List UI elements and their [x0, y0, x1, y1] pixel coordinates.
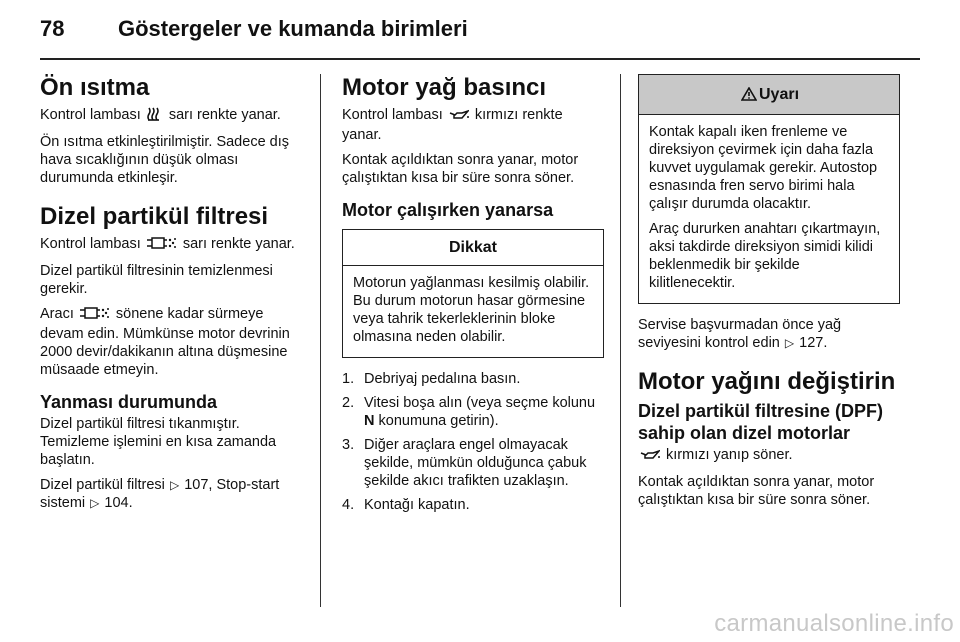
list-item: 3. Diğer araçlara engel olmayacak şekilde, mümkün olduğunca çabuk şekilde akıcı trafikten uzaklaşın. — [342, 437, 587, 489]
paragraph: kırmızı yanıp söner. — [638, 446, 900, 466]
paragraph: Kontak açıldıktan sonra yanar, motor çalıştıktan kısa bir süre sonra söner. — [342, 152, 579, 186]
warning-text: Araç dururken anahtarı çıkartmayın, aksi takdirde direksiyon simidi kilidi beklenmedik bir şekilde kilitlenecektir. — [649, 221, 881, 291]
column-right — [638, 74, 900, 516]
dpf-icon — [80, 306, 110, 325]
glow-plug-icon — [147, 107, 163, 126]
list-item: 1. Debriyaj pedalına basın. — [342, 371, 521, 387]
page-number: 78 — [40, 16, 65, 41]
paragraph: Dizel partikül filtresinin temizlenmesi gerekir. — [40, 263, 273, 297]
reference-arrow-icon: ▷ — [90, 496, 100, 510]
subsection-title: Yanması durumunda — [40, 392, 218, 412]
oil-can-icon — [640, 448, 660, 466]
paragraph: Kontrol lambası sarı renkte yanar. — [40, 235, 302, 255]
subsection-title: Motor çalışırken yanarsa — [342, 200, 554, 220]
paragraph: Kontak açıldıktan sonra yanar, motor çalıştıktan kısa bir süre sonra söner. — [638, 474, 875, 508]
watermark: carmanualsonline.info — [714, 610, 954, 637]
warning-text: Kontak kapalı iken frenleme ve direksiyon çevirmek için daha fazla kuvvet uygulamak gerekir. Autostop esnasında fren servo birimi hala çalışır durumda olacaktır. — [649, 124, 878, 212]
caution-heading: Dikkat — [343, 230, 603, 266]
warning-box — [638, 74, 900, 304]
column-left — [40, 74, 302, 519]
subsection-title: Dizel partikül filtresine (DPF) sahip olan dizel motorlar — [638, 401, 884, 443]
steps-list — [342, 370, 604, 514]
caution-box — [342, 229, 604, 358]
page-ref-link[interactable]: 127. — [799, 335, 828, 351]
paragraph: Servise başvurmadan önce yağ seviyesini kontrol edin ▷ 127. — [638, 317, 842, 351]
section-title-dpf: Dizel partikül filtresi — [40, 203, 269, 230]
paragraph: Dizel partikül filtresi tıkanmıştır. Temizleme işlemini en kısa zamanda başlatın. — [40, 416, 277, 468]
oil-can-icon — [449, 108, 469, 126]
paragraph: Kontrol lambası kırmızı renkte yanar. — [342, 107, 563, 143]
page-header — [40, 14, 920, 60]
reference-arrow-icon: ▷ — [169, 478, 180, 492]
warning-heading: Uyarı — [639, 75, 899, 115]
section-title-oil-change: Motor yağını değiştirin — [638, 368, 896, 395]
page-ref-link[interactable]: 104. — [104, 495, 133, 511]
caution-text: Motorun yağlanması kesilmiş olabilir. Bu durum motorun hasar görmesine veya tahrik tekerleklerinin bloke olmasına neden olabilir. — [353, 275, 590, 345]
reference-arrow-icon: ▷ — [784, 336, 795, 350]
chapter-title: Göstergeler ve kumanda birimleri — [118, 16, 468, 41]
list-item: 2. Vitesi boşa alın (veya seçme kolunu N konumuna getirin). — [342, 395, 596, 429]
warning-triangle-icon — [741, 77, 757, 117]
paragraph: Dizel partikül filtresi ▷ 107, Stop-start sistemi ▷ 104. — [40, 477, 280, 511]
list-item: 4. Kontağı kapatın. — [342, 497, 470, 513]
header-divider — [40, 58, 920, 60]
column-middle — [342, 74, 604, 520]
section-title-oil-pressure: Motor yağ basıncı — [342, 74, 547, 101]
column-divider — [320, 74, 321, 607]
section-title-preheating: Ön ısıtma — [40, 74, 150, 101]
paragraph: Kontrol lambası sarı renkte yanar. — [40, 106, 302, 126]
column-divider — [620, 74, 621, 607]
page-ref-link[interactable]: 107, Stop-start sistemi — [40, 477, 280, 511]
dpf-icon — [147, 236, 177, 255]
paragraph: Aracı sönene kadar sürmeye devam edin. Mümkünse motor devrinin 2000 devir/dakikanın altına düşmesine müsaade etmeyin. — [40, 306, 290, 378]
paragraph: Ön ısıtma etkinleştirilmiştir. Sadece dış hava sıcaklığının düşük olması durumunda etkinleşir. — [40, 134, 289, 186]
